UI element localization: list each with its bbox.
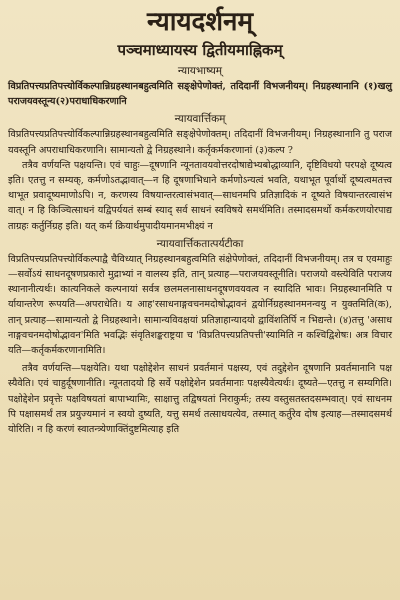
section-heading-bhashya: न्यायभाष्यम् bbox=[177, 65, 223, 77]
varttika-paragraph-1: विप्रतिपत्त्यप्रतिपत्त्योर्विकल्पान्निग्रहस्थानबहुत्वमिति सङ्क्षेपेणोक्तम्। तदिदानीं विभजनीयम्। निग्रहस्थानानि तु पराजयवस्तूनि अपराधाधिकरणानि। सामान्यतो द्वे निग्रहस्थाने। कर्तृकर्मकरणानां (३)कल्प ? bbox=[8, 129, 392, 156]
section-heading-tika: न्यायवार्त्तिकतात्पर्यटीका bbox=[156, 237, 244, 250]
tika-paragraph-2: तत्रैव वर्णयन्ति—पक्षयेति। यथा पक्षोद्देशेन साधनं प्रवर्तमानं पक्षस्य, एवं तदुद्देशेन दूषणानि प्रवर्तमानानि पक्षस्यैवेति। एवं चाहुर्दूषणानीति। न्यूनतादयो हि सर्वे पक्षोद्देशेन प्रवर्तमानाः पक्षस्यैवेत्यर्थः। दूष्यते—एतत्तु न सम्यगिति। पक्षोद्देशेन प्रवृत्तेः पक्षविषयतां बापाभ्यामिः, साक्षात्तु तद्विषयतां निराकुर्मः; तस्य वस्तुसतस्तदसम्भवात्। एवं साधनमपि पक्षासमर्थं तत्र प्रयुज्यमानं न स्वयो दुष्यति, यत्तु समर्थ तत्साधयत्येव, तस्मात् कर्तुरेव दोष इत्याह—तस्मादसमर्थयोरिति। न हि करणं स्वातन्त्र्येणाक्तिंदुष्टमित्याह इति bbox=[8, 363, 392, 436]
varttika-paragraph-2: तत्रैव वर्णयन्ति पक्षयन्ति। एवं चाहुः—दूषणानि न्यूनतावयवोत्तरदोषाद्येभ्यबोद्धाव्यानि, दृष्टिविधयो परपक्षे दूष्यत्व इति। एतत्तु न सम्यक्, कर्मणोऽतद्भावात्—न हि दूषणाभिधाने कर्मणोऽन्यत्वं भवति, यथाभूत पूर्वार्थो दूष्यत्वमतत्त्वथाभूत प्रवादूष्यमाणोऽपि। न, करणस्य विषयान्तरत्वासंभवात्—साधनमपि प्रतिज्ञादिकं न दूष्यते विषयान्तरत्वासंभवात्। न हि किञ्चित्साधनं यद्विपर्ययतं सम्बं स्याद् सर्व साधनं स्वविषये समर्थमिति। तस्मादसमर्थो कर्मकरणयोरपाद्यताग्रहः कर्तुर्निग्रह इति। यत् कर्म क्रियार्थमुपादीयमानमभीक्ष्यं न bbox=[8, 159, 392, 232]
page-title: न्यायदर्शनम् bbox=[146, 7, 254, 37]
chapter-subtitle: पञ्चमाध्यायस्य द्वितीयमाह्निकम् bbox=[117, 41, 283, 59]
tika-paragraph-1: विप्रतिपत्त्यप्रतिपत्त्योर्विकल्पाद्वै चैविध्यात् निग्रहस्थानबहुत्वमिति संक्षेपेणोक्तं, तदिदानीं विभजनीयम्। तत्र च एवमाहुः—सर्वोऽयं साधनदूषणप्रकारो मुद्राभ्यां न वालस्य इति, तान् प्रत्याह—पराजयवस्तूनीति। पराजयो वस्त्येविति पराजयस्थानानीत्यर्थः। कात्यनिकले कल्पनायां सर्वत्र छलमलनासाधनदूषणवयवत्व न स्यादिति भावः। निग्रहस्थानमिति पर्यायान्तरेण रूपयति—अपराधेति। य आह'रसाधनाङ्गवचनमदोषोद्भावनं द्वयोर्निग्रहस्थानमनन्वयु न युक्तमिति(क), तान् प्रत्याह—सामान्यतो द्वे निग्रहस्थाने। सामान्यविवक्षयां प्रतिज्ञाहान्यादयो द्वाविंशतिर्पि न भिद्यन्ते। (४)तत्तु 'असाधनाङ्गवचनमदोषोद्भावन'मिति भवद्भिः संवृतिशङ्कराष्ट्रया च 'विप्रतिपत्त्यप्रतिपत्ती'स्यामिति न कश्चिद्विशेषः। अत्र विचारयति—कर्तृकर्मकरणानामिति। bbox=[8, 253, 392, 357]
bhashya-paragraph: विप्रतिपत्त्यप्रतिपत्त्योर्विकल्पान्निग्रहस्थानबहुत्वमिति सङ्क्षेपेणोक्तं, तदिदानीं विभजनीयम्। निग्रहस्थानानि (१)खलु पराजयवस्तून्य(२)पराधाधिकरणानि bbox=[8, 81, 392, 108]
section-heading-varttika: न्यायवार्त्तिकम् bbox=[174, 113, 226, 126]
